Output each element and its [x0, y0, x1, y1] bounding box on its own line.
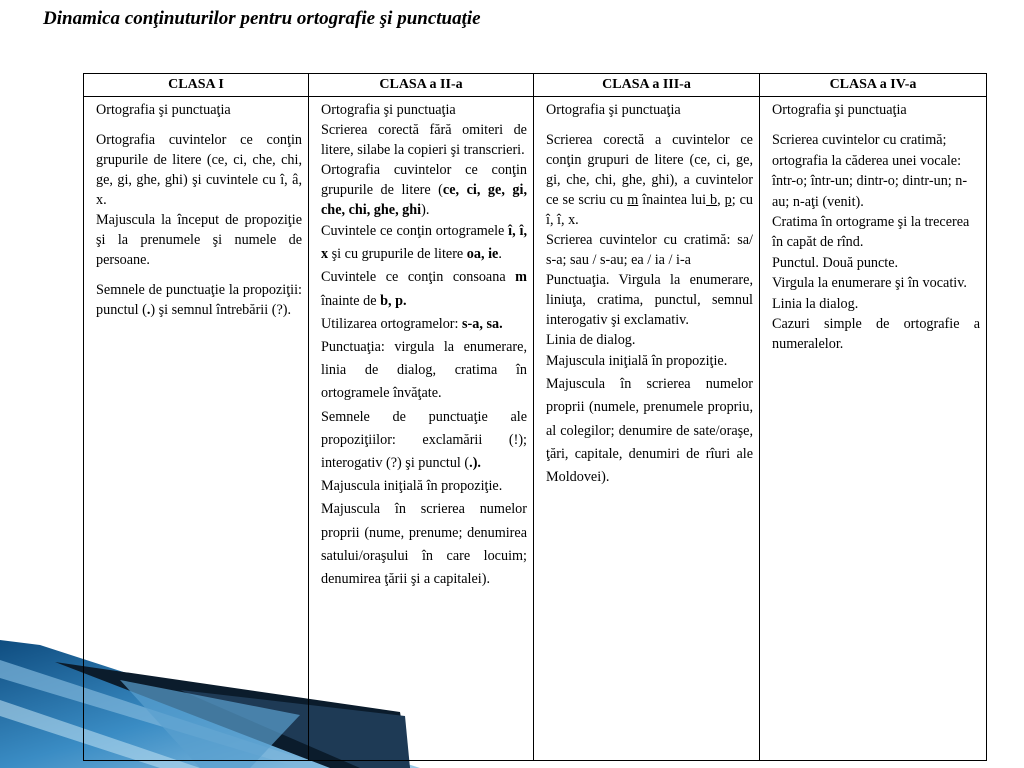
paragraph: Cratima în ortograme şi la trecerea în capăt de rînd.: [772, 214, 970, 251]
cell-clasa-4: [760, 97, 987, 761]
paragraph: Majuscula iniţială în propoziţie.: [321, 478, 503, 495]
section-heading: Ortografia şi punctuaţia: [546, 102, 681, 118]
underlined-text: p: [724, 192, 732, 208]
text-run: ,: [717, 192, 725, 208]
text-run: înaintea lui: [638, 192, 707, 208]
header-clasa-1: CLASA I: [84, 74, 309, 97]
paragraph: Punctul. Două puncte.: [772, 254, 899, 271]
text-run: Scrierea corectă a cuvintelor ce conţin grupuri de litere (ce, ci, ge, gi, che, chi, ghe, ghi), a cuvintelor ce se scriu cu: [546, 132, 753, 208]
paragraph: Scrierea corectă fără omiteri de litere, silabe la copieri şi transcrieri.: [321, 122, 527, 158]
bold-text: î, î, x: [321, 223, 527, 263]
paragraph: Cazuri simple de ortografie a numeralelor.: [772, 316, 980, 353]
content-table: [83, 73, 987, 761]
bold-text: b, p.: [380, 292, 407, 309]
text-run: .: [498, 246, 502, 263]
paragraph: [321, 313, 527, 336]
paragraph: [96, 280, 302, 320]
paragraph: Ortografia cuvintelor ce conţin grupurile de litere (ce, ci, che, chi, ge, gi, ghe, ghi) şi cuvintele cu î, â, x.: [96, 132, 302, 208]
cell-clasa-1: [84, 97, 309, 761]
text-run: Cuvintele ce conţin consoana: [321, 269, 516, 286]
page-title: Dinamica conţinuturilor pentru ortografie şi punctuaţie: [43, 8, 481, 29]
header-row: [84, 74, 987, 97]
bold-text: ce, ci, ge, gi, che, chi, ghe, ghi: [321, 182, 527, 218]
text-run: ) şi semnul întrebării (?).: [150, 302, 292, 318]
bold-text: oa, ie: [466, 246, 499, 263]
text-run: Cuvintele ce conţin ortogramele: [321, 223, 509, 239]
paragraph: Majuscula la început de propoziţie şi la prenumele şi numele de persoane.: [96, 212, 302, 268]
paragraph: Virgula la enumerare şi în vocativ.: [772, 275, 967, 292]
bold-text: .: [146, 302, 151, 318]
underlined-text: m: [627, 192, 639, 208]
text-run: Ortografia cuvintelor ce conţin grupurile de litere (: [321, 162, 527, 198]
paragraph: Majuscula în scrierea numelor proprii (numele, prenumele propriu, al colegilor; denumire de sate/oraşe, ţări, capitale, denumiri de rîuri ale Moldovei).: [546, 376, 753, 486]
section-heading: Ortografia şi punctuaţia: [321, 102, 456, 118]
paragraph: [546, 130, 753, 230]
paragraph: Majuscula iniţială în propoziţie.: [546, 353, 728, 369]
section-heading: Ortografia şi punctuaţia: [772, 102, 907, 118]
header-clasa-4: CLASA a IV-a: [760, 74, 987, 97]
text-run: Semnele de punctuaţie la propoziţii: punctul (: [96, 282, 302, 318]
text-run: ).: [421, 202, 430, 218]
paragraph: Scrierea cuvintelor cu cratimă: sa/ s-a; sau / s-au; ea / ia / i-a: [546, 232, 753, 268]
underlined-text: b: [706, 192, 718, 208]
section-heading: Ortografia şi punctuaţia: [96, 102, 231, 118]
paragraph: [321, 160, 527, 220]
paragraph: Linia de dialog.: [546, 332, 636, 348]
paragraph: Punctuaţia. Virgula la enumerare, liniuţa, cratima, punctul, semnul interogativ şi exclamativ.: [546, 272, 753, 328]
paragraph: Majuscula în scrierea numelor proprii (nume, prenume; denumirea satului/oraşului în care locuim; denumirea ţării şi a capitalei).: [321, 501, 527, 588]
bold-text: s-a, sa.: [462, 315, 503, 332]
text-run: Semnele de punctuaţie ale propoziţiilor: exclamării (!); interogativ (?) şi punctul (: [321, 408, 527, 472]
paragraph: [321, 220, 527, 266]
paragraph: [321, 266, 527, 312]
text-run: Utilizarea ortogramelor:: [321, 315, 463, 332]
text-run: şi cu grupurile de litere: [328, 246, 467, 263]
cell-clasa-3: [534, 97, 760, 761]
bold-text: m: [515, 269, 527, 286]
cell-clasa-2: [309, 97, 534, 761]
paragraph: Scrierea cuvintelor cu cratimă; ortografia la căderea unei vocale: într-o; într-un; dintr-o; dintr-un; n-au; n-aţi (venit).: [772, 132, 968, 210]
paragraph: Linia la dialog.: [772, 295, 859, 312]
paragraph: Punctuaţia: virgula la enumerare, linia de dialog, cratima în ortogramele învăţate.: [321, 339, 527, 402]
header-clasa-2: CLASA a II-a: [309, 74, 534, 97]
paragraph: [321, 406, 527, 476]
text-run: ; cu î, î, x.: [546, 192, 754, 228]
content-row: [84, 97, 987, 761]
header-clasa-3: CLASA a III-a: [534, 74, 760, 97]
text-run: înainte de: [321, 292, 381, 309]
bold-text: .).: [469, 455, 481, 472]
